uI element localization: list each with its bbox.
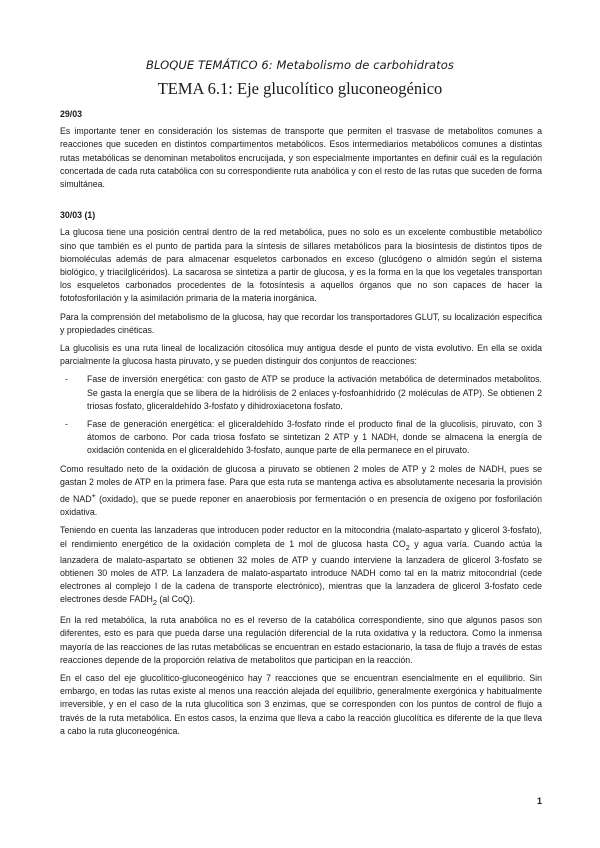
- phase-list: [60, 373, 542, 457]
- paragraph: En la red metabólica, la ruta anabólica no es el reverso de la catabólica correspondiente, sino que algunos pasos son diferentes, esto es para que pueda darse una regulación diferencial de la ruta oxidativa y la reductora. Como la inmensa mayoría de las reacciones de las rutas metabólicas se encuentran en estado estacionario, la tasa de flujo a través de estas reacciones depende de la proporción relativa de metabolitos que participan en la reacción.: [60, 615, 542, 665]
- date-heading-1: 29/03: [60, 109, 83, 119]
- text-run: y agua varía. Cuando actúa la lanzadera de malato-aspartato se obtienen 32 moles de ATP y cuando interviene la lanzadera de glicerol 3-fosfato se obtienen 30 moles de ATP. La lanzadera de malato-aspartato introduce NADH como tal en la matriz mitocondrial (cede electrones al complejo I de la cadena de transporte electrónico), mientras que la lanzadera de glicerol 3-fosfato cede electrones desde FADH: [60, 538, 542, 605]
- list-item: [60, 418, 542, 458]
- page-title: TEMA 6.1: Eje glucolítico gluconeogénico: [157, 79, 443, 98]
- dash-bullet: -: [65, 374, 68, 385]
- list-item-text: Fase de generación energética: el gliceraldehído 3-fosfato rinde el producto final de la glucolisis, piruvato, con 3 átomos de carbono. Por cada triosa fosfato se sintetizan 2 ATP y 1 NADH, donde se almacena la energía de oxidación contenida en el gliceraldehído 3-fosfato, aunque parte de ella permanece en el piruvato.: [87, 419, 542, 456]
- date-heading-2: 30/03 (1): [60, 210, 96, 221]
- paragraph: [60, 524, 542, 609]
- page-number: 1: [536, 796, 542, 806]
- paragraph: En el caso del eje glucolítico-gluconeogénico hay 7 reacciones que se encuentran esencialmente en el equilibrio. Sin embargo, en todas las rutas existe al menos una reacción alejada del equilibrio, generalmente exergónica y habitualmente irreversible, y en el caso de la ruta glucolítica son 3 enzimas, que se corresponden con los puntos de control de flujo a través de la ruta metabólica. En estos casos, la enzima que lleva a cabo la reacción glucolítica es diferente de la que lleva a cabo la ruta gluconeogénica.: [60, 672, 542, 736]
- text-run: (al CoQ).: [156, 594, 196, 605]
- paragraph: Es importante tener en consideración los sistemas de transporte que permiten el trasvase de metabolitos comunes a reacciones que suceden en distintos compartimentos metabólicos. Esos intermediarios metabólicos comunes a distintas rutas metabólicas se denominan metabolitos encrucijada, y son especialmente importantes en definir cuál es la regulación concertada de cada ruta catabólica con su correspondiente ruta anabólica y con el resto de las rutas que suceden de forma simultánea.: [60, 126, 542, 190]
- paragraph: Para la comprensión del metabolismo de la glucosa, hay que recordar los transportadores GLUT, su localización específica y propiedades cinéticas.: [60, 311, 542, 335]
- superscript: +: [91, 491, 96, 501]
- dash-bullet: -: [65, 419, 68, 430]
- text-run: (oxidado), que se puede reponer en anaerobiosis por fermentación o en presencia de oxígeno por fosforilación oxidativa.: [60, 494, 542, 518]
- subscript: 2: [152, 597, 157, 607]
- text-run: Teniendo en cuenta las lanzaderas que introducen poder reductor en la mitocondria (malato-aspartato y glicerol 3-fosfato), el rendimiento energético de la oxidación completa de 1 mol de glucosa hasta CO: [60, 525, 542, 549]
- block-title: BLOQUE TEMÁTICO 6: Metabolismo de carbohidratos: [145, 58, 455, 72]
- list-item: [60, 373, 542, 413]
- text-run: Como resultado neto de la oxidación de glucosa a piruvato se obtienen 2 moles de ATP y 2 moles de NADH, pues se gastan 2 moles de ATP en la primera fase. Para que esta ruta se mantenga activa es absolutamente necesaria la provisión de NAD: [60, 463, 542, 504]
- paragraph: La glucolisis es una ruta lineal de localización citosólica muy antigua desde el punto de vista evolutivo. En ella se oxida parcialmente la glucosa hasta piruvato, y se pueden distinguir dos conjuntos de reacciones:: [60, 343, 542, 367]
- paragraph: La glucosa tiene una posición central dentro de la red metabólica, pues no solo es un excelente combustible metabólico sino que también es el punto de partida para la síntesis de sillares metabólicos para la biosíntesis de distintos tipos de biomoléculas además de para almacenar esqueletos carbonados en exceso (glucógeno o almidón según el sistema biológico, y triacilglicéridos). La sacarosa se sintetiza a partir de glucosa, y es la forma en la que los vegetales transportan los esqueletos carbonados procedentes de la fotosíntesis a aquellos órganos que no son capaces de hacer la fotofosforilación y la asimilación primaria de la materia inorgánica.: [60, 227, 542, 304]
- document-body: [60, 108, 542, 743]
- list-item-text: Fase de inversión energética: con gasto de ATP se produce la activación metabólica de determinados metabolitos. Se gasta la energía que se libera de la hidrólisis de 2 enlaces γ-fosfoanhídrido (2 moléculas de ATP). Se obtienen 2 triosas fosfato, gliceraldehído 3-fosfato y dihidroxiacetona fosfato.: [87, 374, 542, 411]
- subscript: 2: [405, 542, 410, 552]
- paragraph: [60, 463, 542, 520]
- section-spacer: [60, 196, 542, 209]
